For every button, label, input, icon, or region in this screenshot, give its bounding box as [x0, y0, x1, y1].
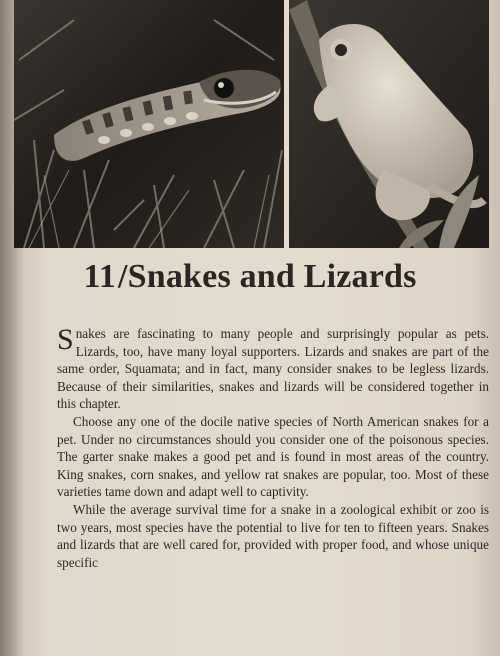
paragraph-3: While the average survival time for a snake in a zoological exhibit or zoo is two years, most species have the potential to live for ten to fifteen years. Snakes and lizards that are well cared for, provided with proper food, and whose unique specific	[57, 501, 489, 570]
chapter-title-text: Snakes and Lizards	[127, 258, 417, 295]
chapter-title	[0, 258, 500, 296]
paragraph-2: Choose any one of the docile native species of North American snakes for a pet. Under no circumstances should you consider one of the poisonous species. The garter snake makes a good pet and is found in most areas of the country. King snakes, corn snakes, and yellow rat snakes are popular, too. Most of these varieties tame down and adapt well to captivity.	[57, 413, 489, 500]
tree-frog-photo	[289, 0, 489, 248]
paragraph-1-text: nakes are fascinating to many people and surprisingly popular as pets. Lizards, too, have many loyal supporters. Lizards and snakes are part of the same order, Squamata; and in fact, many consider snakes to be legless lizards. Because of their similarities, snakes and lizards will be considered together in this chapter.	[57, 326, 489, 412]
paragraph-1	[57, 325, 489, 413]
chapter-number: 11	[83, 258, 116, 295]
chapter-body	[57, 325, 489, 571]
chapter-separator: /	[117, 258, 128, 295]
garter-snake-photo	[14, 0, 284, 248]
drop-cap: S	[57, 323, 74, 356]
